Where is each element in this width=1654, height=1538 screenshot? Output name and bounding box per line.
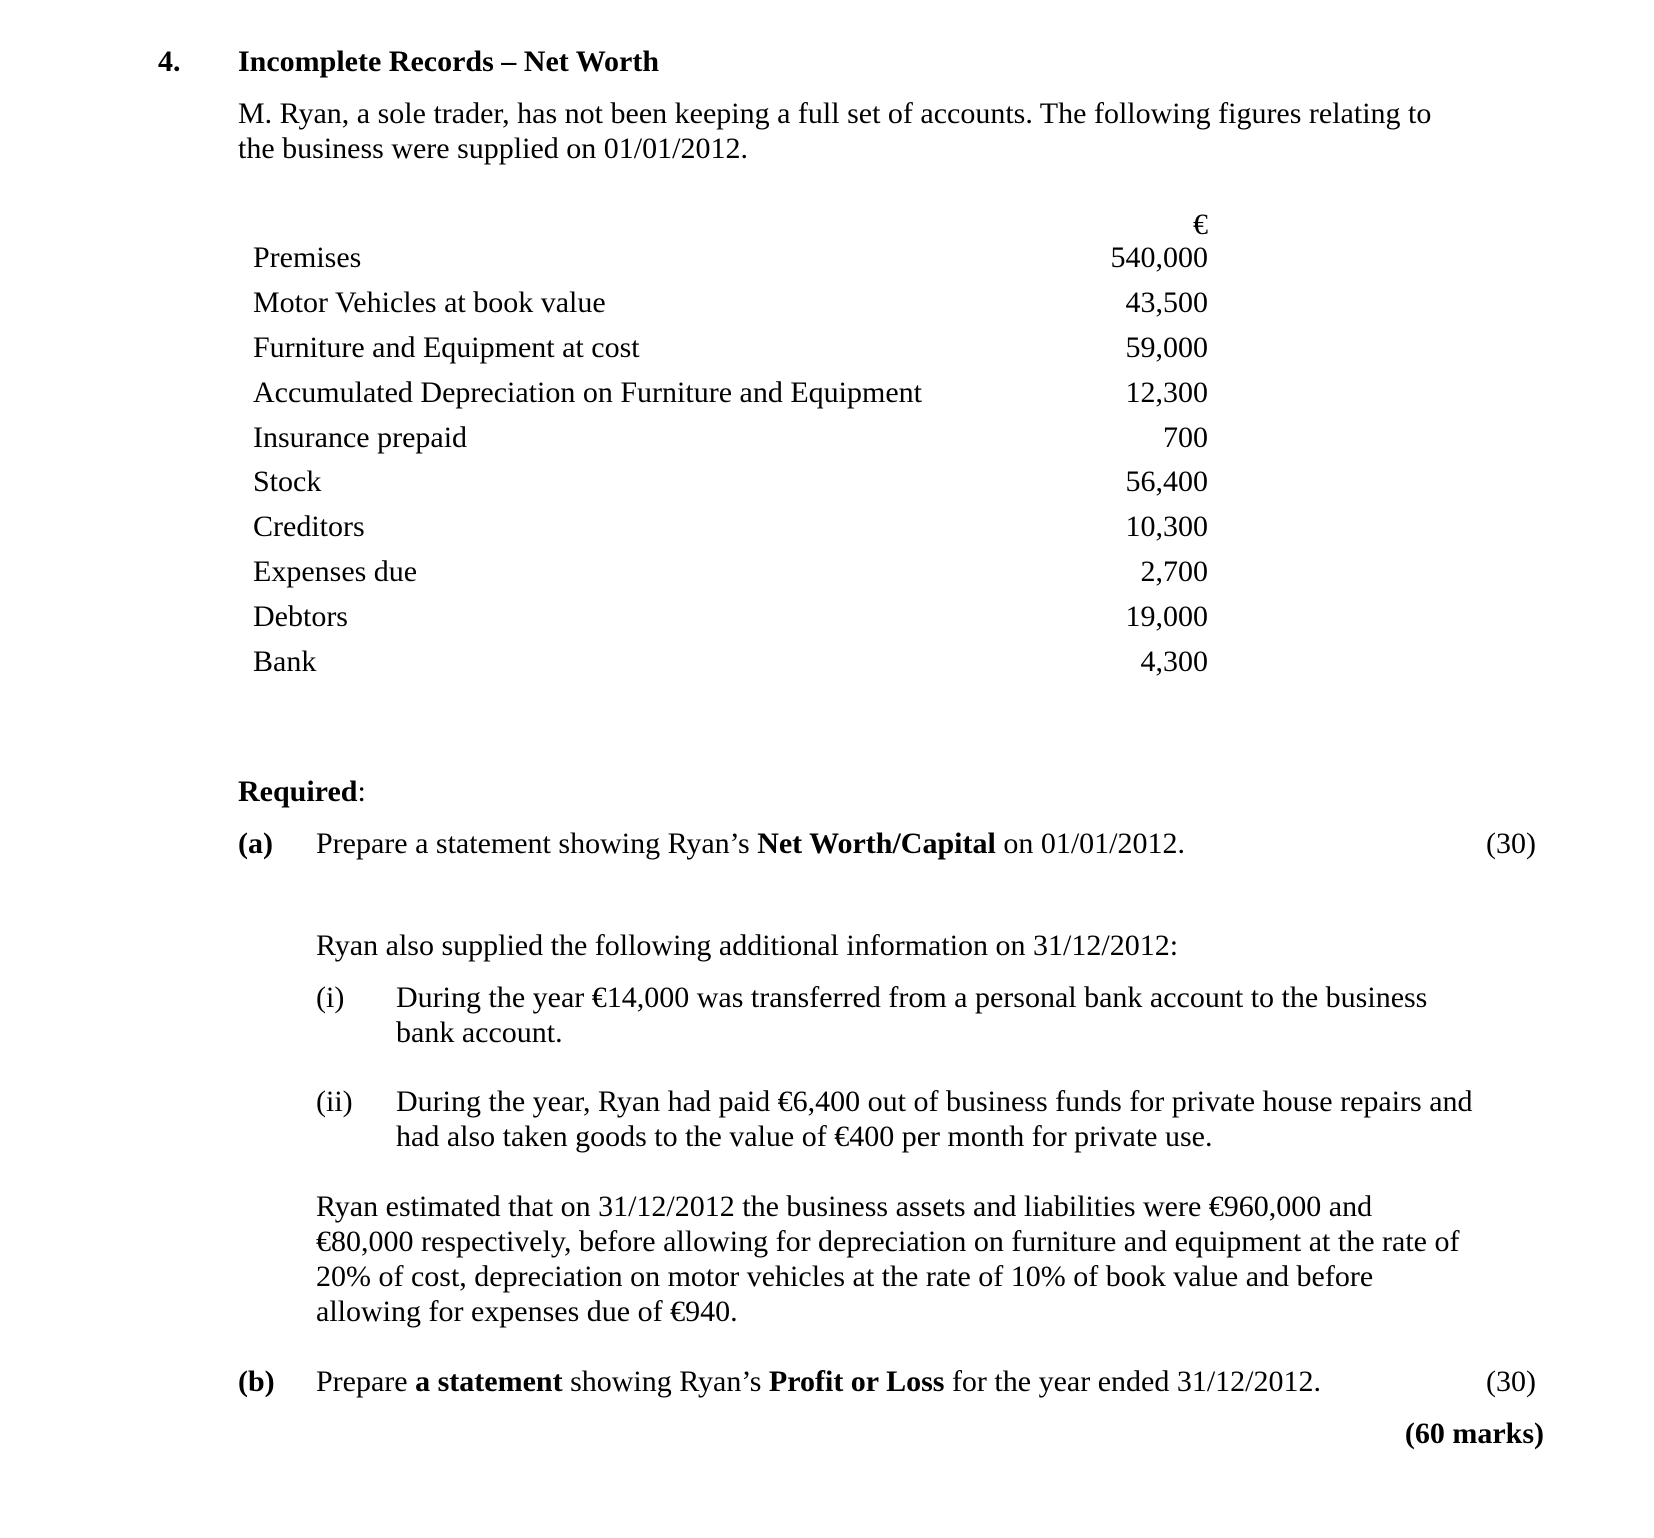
estimate-paragraph: [316, 1189, 1516, 1329]
estimate-line: Ryan estimated that on 31/12/2012 the business assets and liabilities were €960,000 and: [316, 1190, 1373, 1223]
row-label: Motor Vehicles at book value: [253, 286, 606, 319]
part-b-text-after: for the year ended 31/12/2012.: [944, 1365, 1321, 1398]
item-ii-line: During the year, Ryan had paid €6,400 out of business funds for private house repairs and: [396, 1085, 1473, 1118]
row-value: 56,400: [1125, 465, 1208, 498]
part-b-marks: (30): [1486, 1365, 1536, 1398]
intro-line: M. Ryan, a sole trader, has not been keeping a full set of accounts. The following figures relating to: [238, 97, 1432, 130]
item-ii-text: [396, 1084, 1536, 1154]
part-b-text: [316, 1364, 1321, 1399]
part-a-text-before: Prepare a statement showing Ryan’s: [316, 827, 758, 860]
row-value: 10,300: [1125, 510, 1208, 543]
part-a-text-bold: Net Worth/Capital: [757, 827, 996, 860]
part-b-label: (b): [238, 1365, 275, 1398]
row-label: Debtors: [253, 600, 348, 633]
part-b-text-bold1: a statement: [415, 1365, 563, 1398]
part-b-text-before: Prepare: [316, 1365, 416, 1398]
row-value: 700: [1163, 421, 1208, 454]
estimate-line: allowing for expenses due of €940.: [316, 1295, 738, 1328]
row-label: Insurance prepaid: [253, 421, 468, 454]
required-colon: :: [357, 775, 366, 808]
estimate-line: 20% of cost, depreciation on motor vehicles at the rate of 10% of book value and before: [316, 1260, 1374, 1293]
row-label: Accumulated Depreciation on Furniture and Equipment: [253, 376, 922, 409]
row-value: 19,000: [1125, 600, 1208, 633]
estimate-line: €80,000 respectively, before allowing for depreciation on furniture and equipment at the rate of: [316, 1225, 1460, 1258]
part-a-text: [316, 826, 1185, 861]
row-value: 2,700: [1140, 555, 1208, 588]
item-ii-line: had also taken goods to the value of €400 per month for private use.: [396, 1120, 1213, 1153]
intro-paragraph: [238, 96, 1498, 166]
row-label: Bank: [253, 645, 317, 678]
row-label: Expenses due: [253, 555, 418, 588]
additional-intro: Ryan also supplied the following additional information on 31/12/2012:: [316, 929, 1179, 962]
row-value: 540,000: [1110, 241, 1208, 274]
row-value: 59,000: [1125, 331, 1208, 364]
intro-line: the business were supplied on 01/01/2012.: [238, 132, 748, 165]
total-marks: (60 marks): [1404, 1417, 1544, 1450]
item-i-line: During the year €14,000 was transferred from a personal bank account to the business: [396, 981, 1428, 1014]
item-i-line: bank account.: [396, 1016, 563, 1049]
part-b-text-middle: showing Ryan’s: [562, 1365, 769, 1398]
question-title: Incomplete Records – Net Worth: [238, 45, 660, 78]
part-a-label: (a): [238, 827, 273, 860]
row-label: Premises: [253, 241, 362, 274]
row-label: Furniture and Equipment at cost: [253, 331, 640, 364]
required-heading: [238, 774, 366, 809]
question-number: 4.: [158, 45, 181, 78]
item-ii-label: (ii): [316, 1085, 353, 1118]
row-value: 12,300: [1125, 376, 1208, 409]
part-a-text-after: on 01/01/2012.: [995, 827, 1185, 860]
required-label: Required: [238, 775, 358, 808]
row-label: Stock: [253, 465, 322, 498]
part-a-marks: (30): [1486, 827, 1536, 860]
row-value: 43,500: [1125, 286, 1208, 319]
currency-header: €: [1193, 208, 1208, 241]
item-i-text: [396, 980, 1536, 1050]
row-value: 4,300: [1140, 645, 1208, 678]
item-i-label: (i): [316, 981, 345, 1014]
row-label: Creditors: [253, 510, 365, 543]
part-b-text-bold2: Profit or Loss: [768, 1365, 945, 1398]
